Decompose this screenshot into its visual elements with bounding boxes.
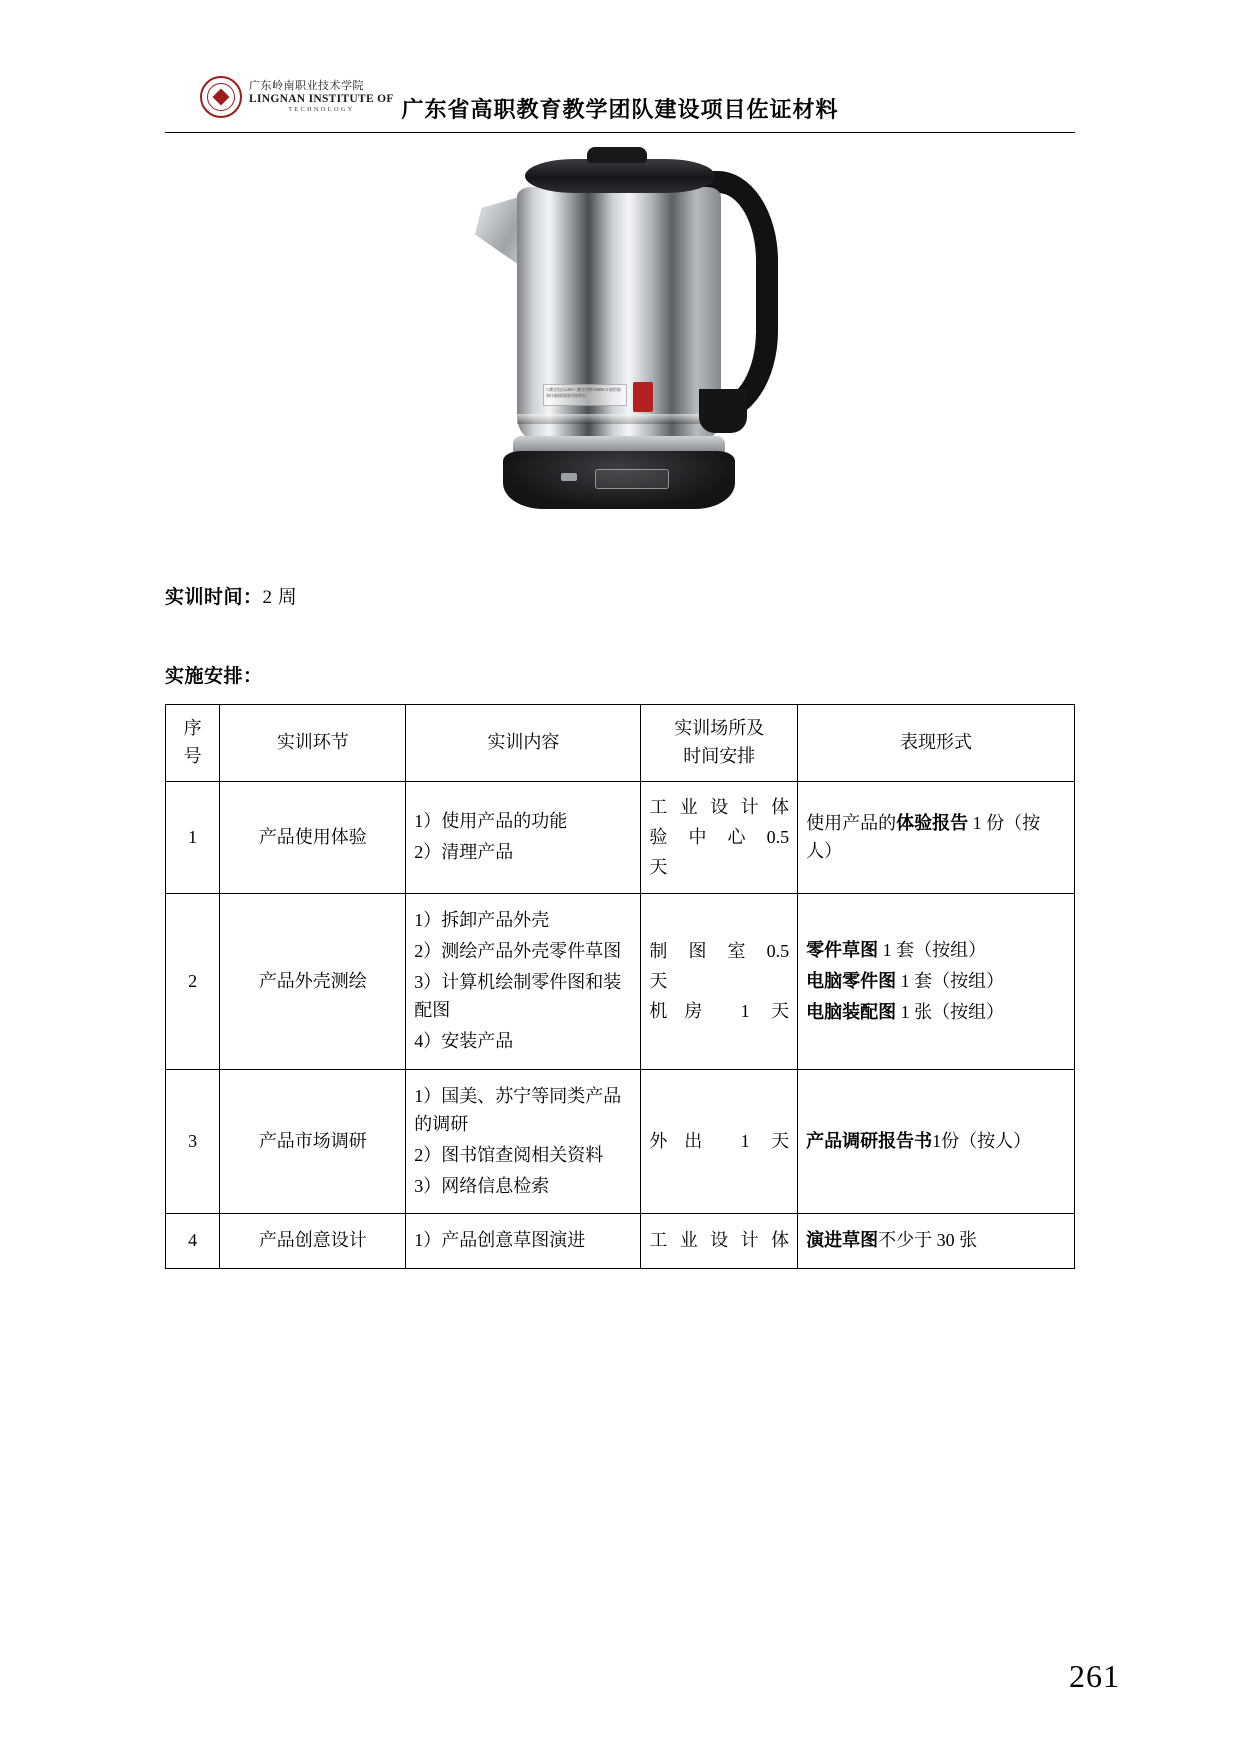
content-line: 1）产品创意草图演进: [414, 1230, 586, 1251]
implementation-arrangement-label: 实施安排：: [165, 666, 263, 687]
row-content: [406, 1214, 641, 1269]
kettle-warning-label: [633, 382, 653, 412]
column-header-index-line1: 序: [183, 718, 202, 738]
row-stage: 产品外壳测绘: [220, 894, 406, 1069]
row-place: [641, 1069, 798, 1214]
logo-text: [249, 80, 394, 113]
place-line: 外出 1 天: [649, 1130, 790, 1151]
page-number: 261: [1069, 1658, 1120, 1694]
form-line: [806, 999, 1066, 1027]
column-header-form: 表现形式: [798, 705, 1075, 782]
column-header-content: 实训内容: [406, 705, 641, 782]
form-text-bold: 电脑零件图: [806, 970, 897, 991]
form-text-bold: 电脑装配图: [806, 1001, 897, 1022]
place-line: 工业设计体: [649, 1230, 790, 1251]
form-text: 使用产品的: [806, 812, 897, 833]
header-divider: [165, 132, 1075, 133]
kettle-lid-knob: [587, 147, 647, 163]
content-line: 1）使用产品的功能: [414, 811, 568, 832]
form-line: [806, 1227, 1066, 1255]
logo-name-cn: 广东岭南职业技术学院: [249, 80, 364, 93]
row-form: [798, 1214, 1075, 1269]
form-line: [806, 1128, 1066, 1156]
row-form: [798, 1069, 1075, 1214]
form-line: [806, 968, 1066, 996]
form-line: [806, 937, 1066, 965]
column-header-index: [166, 705, 220, 782]
row-place: [641, 781, 798, 894]
content-line: 3）网络信息检索: [414, 1175, 550, 1196]
column-header-stage: 实训环节: [220, 705, 406, 782]
kettle-brand-logo: [595, 469, 669, 489]
column-header-index-line2: 号: [183, 745, 202, 766]
kettle-spec-label: 1.额定电压220V~ 额定功率1500W 2.使用前请仔细阅读使用说明书: [543, 384, 627, 406]
place-line: 工业设计体: [649, 796, 790, 817]
place-line: 天: [649, 970, 668, 991]
training-duration-label: 实训时间：: [165, 587, 263, 608]
form-text: 1 套（按组）: [896, 970, 1005, 991]
kettle-lid: [525, 159, 715, 193]
form-text-bold: 演进草图: [806, 1230, 879, 1251]
product-figure: [165, 139, 1075, 534]
form-text: 不少于 30 张: [878, 1230, 978, 1251]
form-line: [806, 810, 1066, 866]
content-line: 2）清理产品: [414, 842, 514, 863]
institution-logo: [200, 76, 394, 118]
form-text: 1份（按人）: [932, 1130, 1032, 1151]
table-row: [166, 781, 1075, 894]
row-form: [798, 894, 1075, 1069]
schedule-table: [165, 704, 1075, 1269]
training-duration-value: 2 周: [262, 587, 298, 608]
row-index: 3: [166, 1069, 220, 1214]
table-header-row: [166, 705, 1075, 782]
row-content: [406, 781, 641, 894]
table-row: [166, 1214, 1075, 1269]
electric-kettle-image: [455, 139, 785, 529]
content-line: 2）图书馆查阅相关资料: [414, 1144, 604, 1165]
row-stage: 产品创意设计: [220, 1214, 406, 1269]
content-line: 2）测绘产品外壳零件草图: [414, 941, 622, 962]
place-line: 天: [649, 856, 668, 877]
column-header-place: [641, 705, 798, 782]
row-index: 2: [166, 894, 220, 1069]
kettle-handle-base: [699, 389, 747, 433]
column-header-place-line2: 时间安排: [683, 745, 756, 766]
row-index: 1: [166, 781, 220, 894]
place-line: 机房 1 天: [649, 1000, 790, 1021]
table-row: [166, 894, 1075, 1069]
content-line: 1）拆卸产品外壳: [414, 910, 550, 931]
content-line: 3）计算机绘制零件图和装配图: [414, 972, 622, 1021]
form-text-bold: 体验报告: [896, 812, 969, 833]
form-text: 1 份（按人）: [806, 812, 1041, 861]
row-content: [406, 1069, 641, 1214]
place-line: 制 图 室 0.5: [649, 940, 790, 961]
logo-name-en-line1: LINGNAN INSTITUTE OF: [249, 92, 394, 105]
form-text: 1 张（按组）: [896, 1001, 1005, 1022]
logo-name-en-line2: TECHNOLOGY: [288, 106, 355, 114]
table-row: [166, 1069, 1075, 1214]
row-index: 4: [166, 1214, 220, 1269]
place-line: 验 中 心 0.5: [649, 826, 790, 847]
content-line: 1）国美、苏宁等同类产品的调研: [414, 1085, 622, 1134]
row-place: [641, 1214, 798, 1269]
form-text: 1 套（按组）: [878, 939, 987, 960]
page-header: [165, 0, 1075, 132]
column-header-place-line1: 实训场所及: [674, 718, 765, 738]
form-text-bold: 产品调研报告书: [806, 1130, 933, 1151]
content-line: 4）安装产品: [414, 1031, 514, 1052]
kettle-switch: [561, 473, 577, 481]
row-stage: 产品市场调研: [220, 1069, 406, 1214]
row-form: [798, 781, 1075, 894]
training-duration: [165, 582, 1075, 609]
page-title: 广东省高职教育教学团队建设项目佐证材料: [401, 97, 839, 122]
row-place: [641, 894, 798, 1069]
row-content: [406, 894, 641, 1069]
form-text-bold: 零件草图: [806, 939, 879, 960]
seal-icon: [200, 76, 242, 118]
row-stage: 产品使用体验: [220, 781, 406, 894]
